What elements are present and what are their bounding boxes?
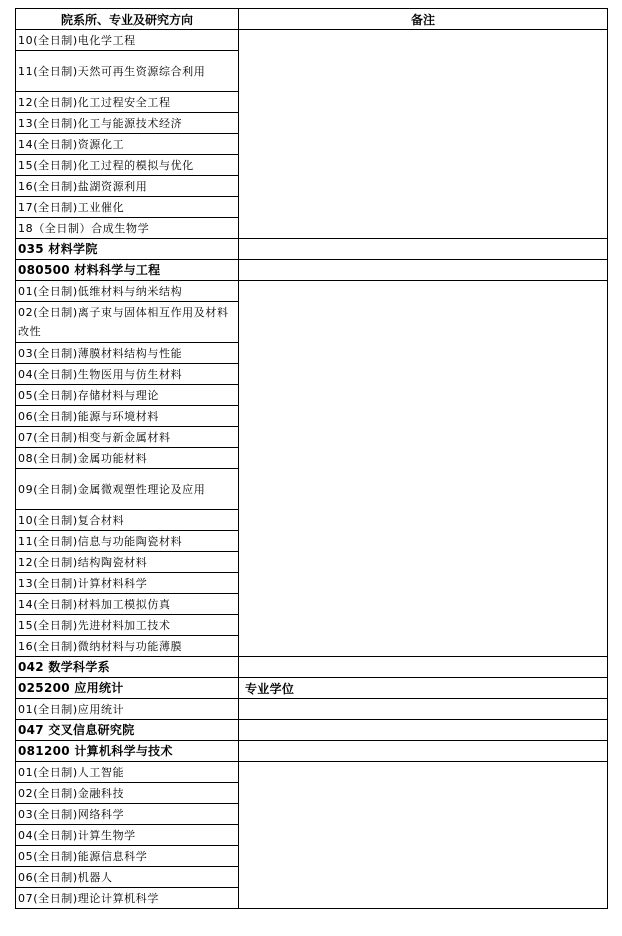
program-direction: 08(全日制)金属功能材料 — [16, 448, 239, 469]
section-heading: 025200 应用统计 — [16, 678, 239, 699]
remark-cell — [239, 260, 608, 281]
program-direction: 13(全日制)化工与能源技术经济 — [16, 113, 239, 134]
table-row-section — [16, 239, 608, 260]
program-direction: 06(全日制)机器人 — [16, 867, 239, 888]
program-direction: 14(全日制)材料加工模拟仿真 — [16, 594, 239, 615]
program-direction: 12(全日制)化工过程安全工程 — [16, 92, 239, 113]
program-direction: 07(全日制)理论计算机科学 — [16, 888, 239, 909]
program-direction: 12(全日制)结构陶瓷材料 — [16, 552, 239, 573]
section-heading: 035 材料学院 — [16, 239, 239, 260]
program-direction: 15(全日制)先进材料加工技术 — [16, 615, 239, 636]
program-direction: 04(全日制)生物医用与仿生材料 — [16, 364, 239, 385]
program-direction: 13(全日制)计算材料科学 — [16, 573, 239, 594]
table-row — [16, 30, 608, 51]
remark-cell — [239, 281, 608, 657]
header-row — [16, 9, 608, 30]
program-direction: 03(全日制)网络科学 — [16, 804, 239, 825]
remark-cell — [239, 657, 608, 678]
program-direction: 01(全日制)低维材料与纳米结构 — [16, 281, 239, 302]
program-direction: 02(全日制)金融科技 — [16, 783, 239, 804]
program-table-page — [15, 8, 607, 909]
remark-cell — [239, 30, 608, 239]
program-direction: 15(全日制)化工过程的模拟与优化 — [16, 155, 239, 176]
header-remark: 备注 — [239, 9, 608, 30]
program-direction: 10(全日制)复合材料 — [16, 510, 239, 531]
program-direction: 18（全日制）合成生物学 — [16, 218, 239, 239]
table-body — [16, 30, 608, 909]
program-direction: 03(全日制)薄膜材料结构与性能 — [16, 343, 239, 364]
remark-cell: 专业学位 — [239, 678, 608, 699]
remark-cell — [239, 239, 608, 260]
table-row — [16, 699, 608, 720]
program-direction: 05(全日制)存储材料与理论 — [16, 385, 239, 406]
program-table — [15, 8, 608, 909]
table-row-section — [16, 260, 608, 281]
table-row-section — [16, 720, 608, 741]
header-program: 院系所、专业及研究方向 — [16, 9, 239, 30]
program-direction: 01(全日制)应用统计 — [16, 699, 239, 720]
program-direction: 09(全日制)金属微观塑性理论及应用 — [16, 469, 239, 510]
table-row — [16, 762, 608, 783]
table-row — [16, 281, 608, 302]
table-row-section — [16, 657, 608, 678]
program-direction: 01(全日制)人工智能 — [16, 762, 239, 783]
program-direction: 04(全日制)计算生物学 — [16, 825, 239, 846]
program-direction: 07(全日制)相变与新金属材料 — [16, 427, 239, 448]
program-direction: 05(全日制)能源信息科学 — [16, 846, 239, 867]
program-direction: 10(全日制)电化学工程 — [16, 30, 239, 51]
remark-cell — [239, 720, 608, 741]
program-direction: 16(全日制)微纳材料与功能薄膜 — [16, 636, 239, 657]
section-heading: 080500 材料科学与工程 — [16, 260, 239, 281]
program-direction: 16(全日制)盐湖资源利用 — [16, 176, 239, 197]
remark-cell — [239, 762, 608, 909]
program-direction: 11(全日制)信息与功能陶瓷材料 — [16, 531, 239, 552]
program-direction: 02(全日制)离子束与固体相互作用及材料改性 — [16, 302, 239, 343]
section-heading: 047 交叉信息研究院 — [16, 720, 239, 741]
section-heading: 042 数学科学系 — [16, 657, 239, 678]
table-row-section — [16, 678, 608, 699]
remark-cell — [239, 699, 608, 720]
table-row-section — [16, 741, 608, 762]
section-heading: 081200 计算机科学与技术 — [16, 741, 239, 762]
program-direction: 06(全日制)能源与环境材料 — [16, 406, 239, 427]
program-direction: 11(全日制)天然可再生资源综合利用 — [16, 51, 239, 92]
program-direction: 17(全日制)工业催化 — [16, 197, 239, 218]
remark-cell — [239, 741, 608, 762]
program-direction: 14(全日制)资源化工 — [16, 134, 239, 155]
